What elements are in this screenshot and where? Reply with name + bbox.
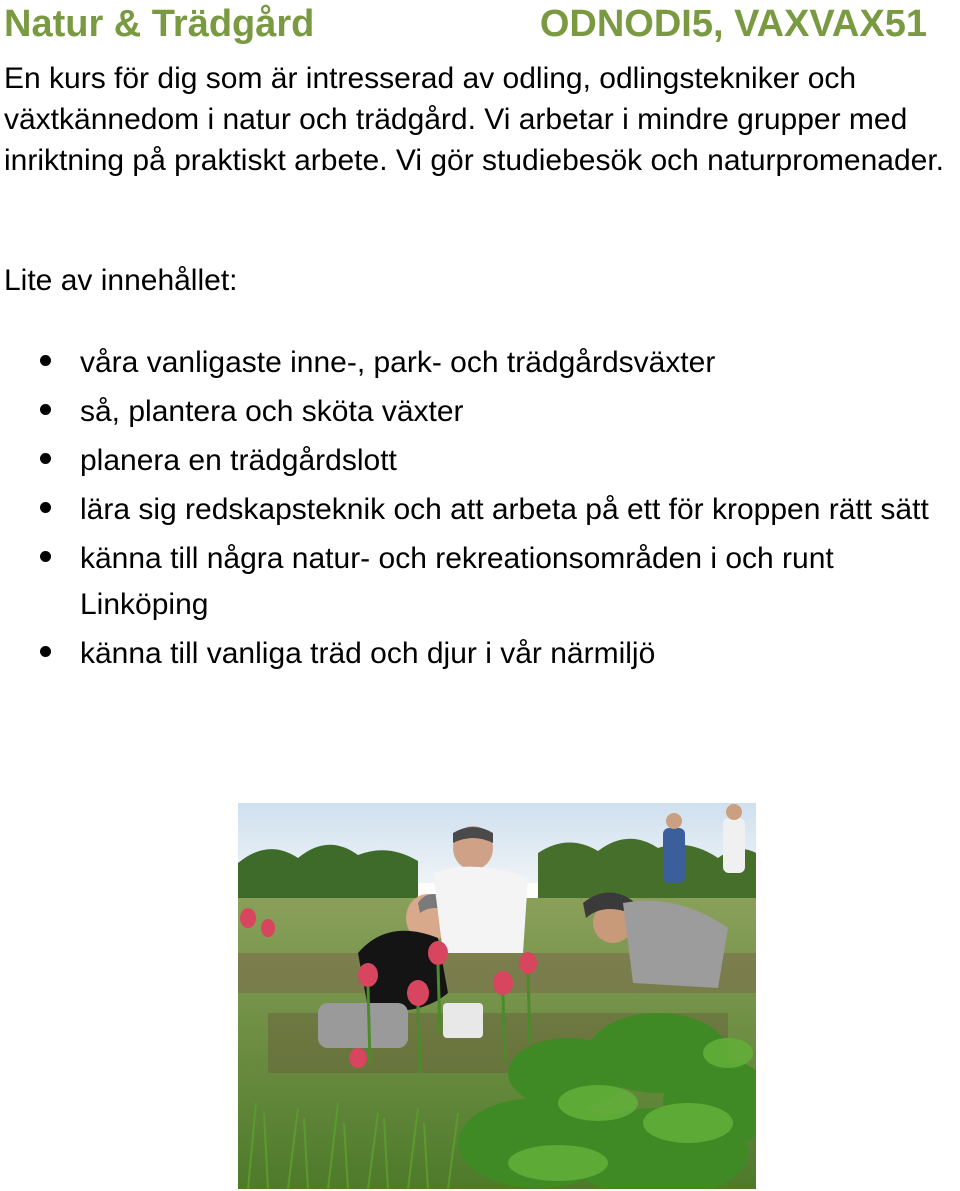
page-title: Natur & Trädgård xyxy=(4,3,315,45)
list-item xyxy=(0,487,960,533)
list-item xyxy=(0,340,960,386)
list-item-text: lära sig redskapsteknik och att arbeta på ett för kroppen rätt sätt xyxy=(80,493,929,526)
bullet-icon xyxy=(40,551,51,562)
bullet-icon xyxy=(40,502,51,513)
bullet-icon xyxy=(40,355,51,366)
list-item-text: känna till vanliga träd och djur i vår närmiljö xyxy=(80,637,656,670)
page-header xyxy=(0,0,960,48)
bullet-icon xyxy=(40,404,51,415)
list-item-text: känna till några natur- och rekreationsområden i och runt Linköping xyxy=(80,542,834,621)
list-item-text: så, plantera och sköta växter xyxy=(80,395,464,428)
list-item xyxy=(0,438,960,484)
bullet-icon xyxy=(40,646,51,657)
list-item xyxy=(0,389,960,435)
garden-photo xyxy=(238,803,756,1189)
list-item-text: våra vanligaste inne-, park- och trädgårdsväxter xyxy=(80,346,716,379)
list-item xyxy=(0,631,960,677)
intro-paragraph: En kurs för dig som är intresserad av odling, odlingstekniker och växtkännedom i natur och trädgård. Vi arbetar i mindre grupper med inriktning på praktiskt arbete. Vi gör studiebesök och naturpromenader. xyxy=(4,62,944,177)
course-codes: ODNODI5, VAXVAX51 xyxy=(539,3,927,45)
list-item xyxy=(0,536,960,628)
list-item-text: planera en trädgårdslott xyxy=(80,444,397,477)
bullet-icon xyxy=(40,453,51,464)
content-heading: Lite av innehållet: xyxy=(4,264,238,297)
topic-list xyxy=(0,340,960,680)
